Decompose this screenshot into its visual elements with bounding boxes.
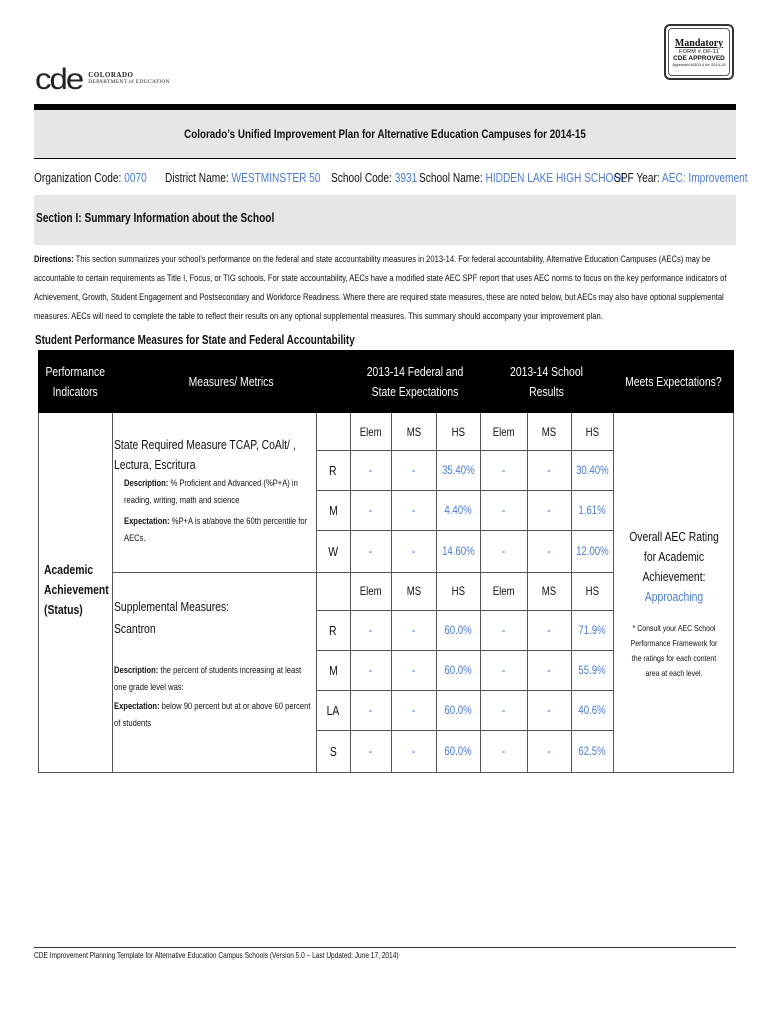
subheader-exp-hs: HS [451,584,465,598]
value-cell: - [501,663,506,677]
spf-year-field [614,170,748,185]
subheader-exp-hs: HS [451,424,465,439]
value-cell: - [501,744,506,758]
org-code-field [34,170,147,185]
value-cell: - [411,463,416,477]
overall-rating-value: Approaching [644,589,704,604]
required-measure-title: State Required Measure TCAP, CoAlt/ , Lectura, Escritura [114,437,296,472]
value-cell: 60.0% [444,744,472,758]
value-cell: 30.40% [575,463,609,477]
value-cell: 60.0% [444,623,472,637]
footer-divider [34,947,736,948]
supplemental-measure-name: Scantron [114,621,156,636]
value-cell: - [547,703,551,717]
value-cell: 4.40% [444,503,472,517]
value-cell: - [368,544,373,558]
cde-logo [35,62,170,95]
subject-cell: LA [326,702,340,718]
value-cell: 60.0% [444,703,472,717]
supplemental-measure-title: Supplemental Measures: [114,599,230,614]
value-cell: 35.40% [441,463,475,477]
subject-cell: R [329,462,337,478]
value-cell: - [368,503,373,517]
overall-rating-label: Overall AEC Rating for Academic Achievement: [629,529,719,584]
value-cell: - [368,623,373,637]
subheader-res-hs: HS [585,584,599,598]
district-value: WESTMINSTER 50 [231,170,321,185]
value-cell: - [501,463,506,477]
value-cell: - [411,744,416,758]
header-measures-metrics: Measures/ Metrics [188,373,274,389]
cde-logo-text [88,72,170,86]
school-name-label: School Name: [419,170,483,185]
subheader-res-elem: Elem [492,584,515,598]
value-cell: - [368,663,373,677]
value-cell: - [501,623,506,637]
value-cell: 12.00% [575,544,609,558]
org-code-value: 0070 [124,170,147,185]
value-cell: - [501,544,506,558]
value-cell: - [411,544,416,558]
table-header-row [38,350,734,413]
value-cell: 60.0% [444,663,472,677]
section-heading: Section I: Summary Information about the School [34,195,736,245]
value-cell: - [368,703,373,717]
value-cell: - [501,503,506,517]
subject-cell: S [329,743,337,759]
stamp-approved-date: Approved 6/30/14 for 2014-15 [672,61,726,67]
value-cell: - [501,703,506,717]
district-label: District Name: [165,170,229,185]
value-cell: - [411,663,416,677]
value-cell: - [368,463,373,477]
cde-logo-mark: cde [35,61,83,96]
value-cell: - [547,663,551,677]
district-field [165,170,321,185]
value-cell: - [547,463,551,477]
value-cell: 1.61% [578,503,606,517]
subject-cell: M [328,502,338,518]
directions-paragraph [34,250,738,326]
value-cell: - [547,744,551,758]
table-title: Student Performance Measures for State and Federal Accountability [35,332,355,347]
logo-line-1: COLORADO [88,70,134,79]
performance-table [38,350,734,773]
stamp-title: Mandatory [674,37,724,49]
title-divider [34,158,736,159]
subject-cell: W [328,543,338,559]
school-name-field [419,170,627,185]
school-code-field [331,170,417,185]
subheader-exp-elem: Elem [359,584,382,598]
organization-info-row [34,170,748,192]
rating-note: * Consult your AEC School Performance Framework for the ratings for each content area at each level. [630,623,718,678]
subheader-exp-elem: Elem [359,424,382,439]
subheader-res-hs: HS [585,424,599,439]
supplemental-measure-description: Description: the percent of students increasing at least one grade level was: [114,665,302,693]
school-name-value: HIDDEN LAKE HIGH SCHOOL [485,170,627,185]
value-cell: - [411,703,416,717]
school-code-value: 3931 [394,170,418,185]
school-code-label: School Code: [331,170,392,185]
directions-text: This section summarizes your school’s performance on the federal and state accountability measures in 2013-14. For federal accountability, Alternative Education Campuses (AECs) may be accountable to certain requirements as Title I, Focus, or TIG schools. For state accountability, AECs have a modified state AEC SPF report that uses AEC norms to focus on the key performance indicators of Achievement, Growth, Student Engagement and Postsecondary and Workforce Readiness. Where there are required state measures, these are noted below, but AECs may also have optional supplemental measures. AECs will need to complete the table to reflect their results on any optional supplemental measures. This summary should accompany your improvement plan. [34,254,727,322]
value-cell: - [411,503,416,517]
header-performance-indicators: Performance Indicators [45,363,105,399]
value-cell: 14.60% [441,544,475,558]
supplemental-measure-block [114,596,324,732]
value-cell: 71.9% [578,623,606,637]
header-meets-expectations: Meets Expectations? [625,373,722,389]
subject-cell: M [328,662,338,678]
required-measure-expectation: Expectation: %P+A is at/above the 60th percentile for AECs. [124,516,308,544]
value-cell: - [547,503,551,517]
required-measure-description: Description: % Proficient and Advanced (%P+A) in reading, writing, math and science [124,478,298,506]
spf-year-label: SPF Year: [614,170,660,185]
value-cell: 40.6% [578,703,606,717]
page-title: Colorado’s Unified Improvement Plan for Alternative Education Campuses for 2014-15 [34,110,736,158]
meets-expectations-block [615,527,733,681]
stamp-form-number: FORM # OF-11 [679,48,719,55]
page-footer: CDE Improvement Planning Template for Alternative Education Campus Schools (Version 5.0 – Last Updated: June 17, 2014) [34,951,399,960]
org-code-label: Organization Code: [34,170,122,185]
subheader-exp-ms: MS [406,424,421,439]
subject-cell: R [329,622,337,638]
subheader-res-elem: Elem [492,424,515,439]
subheader-exp-ms: MS [406,584,421,598]
stamp-approved: CDE APPROVED [673,54,725,62]
required-measure-block [114,435,324,547]
header-expectations: 2013-14 Federal and State Expectations [366,363,464,399]
subheader-res-ms: MS [541,584,557,598]
logo-line-2: DEPARTMENT of EDUCATION [88,79,170,86]
value-cell: - [547,623,551,637]
header-school-results: 2013-14 School Results [510,363,583,399]
indicator-academic-achievement: Academic Achievement (Status) [44,562,109,617]
directions-label: Directions: [34,254,74,265]
subheader-res-ms: MS [541,424,557,439]
spf-year-value: AEC: Improvement [661,170,748,185]
value-cell: 62.5% [578,744,606,758]
value-cell: 55.9% [578,663,606,677]
value-cell: - [411,623,416,637]
supplemental-measure-expectation: Expectation: below 90 percent but at or above 60 percent of students [114,701,311,729]
mandatory-stamp [664,24,734,80]
value-cell: - [547,544,551,558]
value-cell: - [368,744,373,758]
